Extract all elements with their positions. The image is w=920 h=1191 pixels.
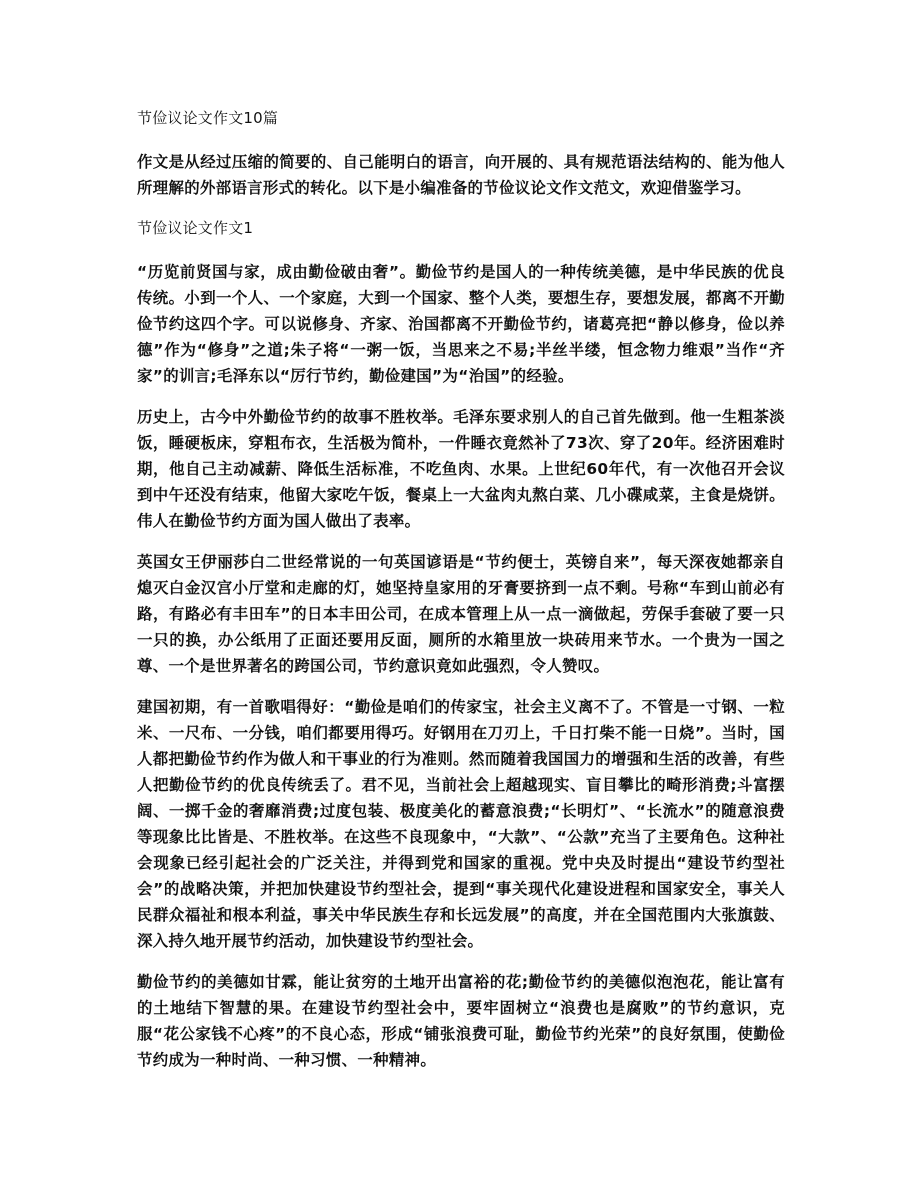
body-paragraph-4: 建国初期，有一首歌唱得好：“勤俭是咱们的传家宝，社会主义离不了。不管是一寸钢、一粒米、一尺布、一分钱，咱们都要用得巧。好钢用在刀刃上，千日打柴不能一日烧”。当时，国人都把勤俭节约作为做人和干事业的行为准则。然而随着我国国力的增强和生活的改善，有些人把勤俭节约的优良传统丢了。君不见，当前社会上超越现实、盲目攀比的畸形消费;斗富摆阔、一掷千金的奢靡消费;过度包装、极度美化的蓄意浪费;“长明灯”、“长流水”的随意浪费等现象比比皆是、不胜枚举。在这些不良现象中，“大款”、“公款”充当了主要角色。这种社会现象已经引起社会的广泛关注，并得到党和国家的重视。党中央及时提出“建设节约型社会”的战略决策，并把加快建设节约型社会，提到“事关现代化建设进程和国家安全，事关人民群众福祉和根本利益，事关中华民族生存和长远发展”的高度，并在全国范围内大张旗鼓、深入持久地开展节约活动，加快建设节约型社会。 [137, 698, 785, 950]
body-paragraph-2: 历史上，古今中外勤俭节约的故事不胜枚举。毛泽东要求别人的自己首先做到。他一生粗茶淡饭，睡硬板床，穿粗布衣，生活极为简朴，一件睡衣竟然补了73次、穿了20年。经济困难时期，他自己主动减薪、降低生活标准，不吃鱼肉、水果。上世纪60年代，有一次他召开会议到中午还没有结束，他留大家吃午饭，餐桌上一大盆肉丸熬白菜、几小碟咸菜，主食是烧饼。伟人在勤俭节约方面为国人做出了表率。 [137, 408, 785, 530]
body-paragraph-1: “历览前贤国与家，成由勤俭破由奢”。勤俭节约是国人的一种传统美德，是中华民族的优良传统。小到一个人、一个家庭，大到一个国家、整个人类，要想生存，要想发展，都离不开勤俭节约这四个字。可以说修身、齐家、治国都离不开勤俭节约，诸葛亮把“静以修身，俭以养德”作为“修身”之道;朱子将“一粥一饭，当思来之不易;半丝半缕，恒念物力维艰”当作“齐家”的训言;毛泽东以“厉行节约，勤俭建国”为“治国”的经验。 [137, 263, 785, 385]
document-title: 节俭议论文作文10篇 [137, 109, 279, 127]
section-heading: 节俭议论文作文1 [137, 219, 254, 237]
intro-paragraph: 作文是从经过压缩的简要的、自己能明白的语言，向开展的、具有规范语法结构的、能为他人所理解的外部语言形式的转化。以下是小编准备的节俭议论文作文范文，欢迎借鉴学习。 [137, 153, 785, 197]
document-page [137, 106, 785, 1088]
body-paragraph-3: 英国女王伊丽莎白二世经常说的一句英国谚语是“节约便士，英镑自来”，每天深夜她都亲自熄灭白金汉宫小厅堂和走廊的灯，她坚持皇家用的牙膏要挤到一点不剩。号称“车到山前必有路，有路必有丰田车”的日本丰田公司，在成本管理上从一点一滴做起，劳保手套破了要一只一只的换，办公纸用了正面还要用反面，厕所的水箱里放一块砖用来节水。一个贵为一国之尊、一个是世界著名的跨国公司，节约意识竟如此强烈，令人赞叹。 [137, 553, 785, 675]
body-paragraph-5: 勤俭节约的美德如甘霖，能让贫穷的土地开出富裕的花;勤俭节约的美德似泡泡花，能让富有的土地结下智慧的果。在建设节约型社会中，要牢固树立“浪费也是腐败”的节约意识，克服“花公家钱不心疼”的不良心态，形成“铺张浪费可耻，勤俭节约光荣”的良好氛围，使勤俭节约成为一种时尚、一种习惯、一种精神。 [137, 973, 785, 1069]
